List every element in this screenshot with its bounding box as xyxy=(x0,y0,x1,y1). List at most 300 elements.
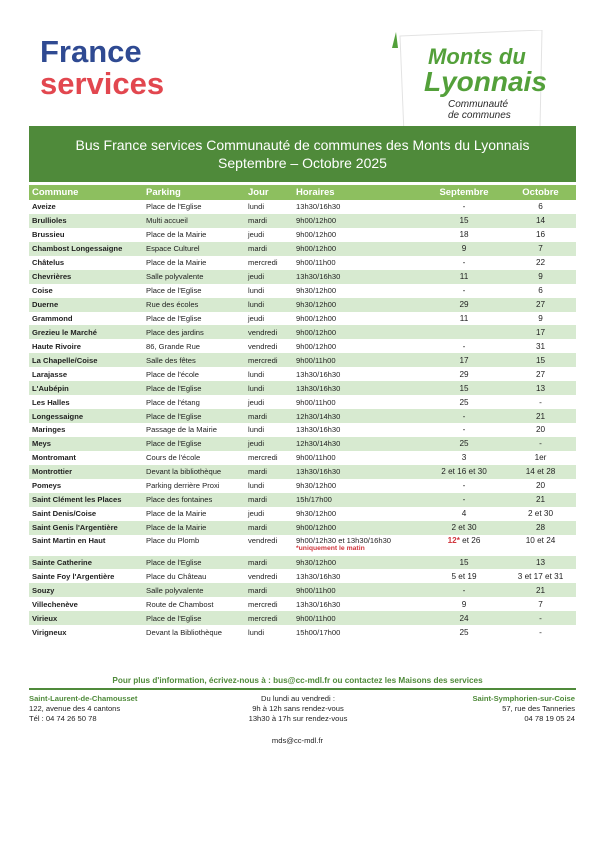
cell-commune-text: Souzy xyxy=(32,585,55,595)
cell-parking xyxy=(143,381,245,395)
cell-septembre xyxy=(423,465,505,479)
cell-octobre-text: 31 xyxy=(535,341,546,351)
cell-septembre xyxy=(423,611,505,625)
cell-parking xyxy=(143,569,245,583)
cell-jour xyxy=(245,312,293,326)
table-row xyxy=(29,381,576,395)
cell-jour xyxy=(245,284,293,298)
cell-jour-text: mardi xyxy=(248,523,267,533)
cell-parking xyxy=(143,284,245,298)
cell-septembre-text: 29 xyxy=(459,300,469,310)
cell-septembre-text: - xyxy=(462,481,466,491)
cell-horaires-text: 9h00/11h00 xyxy=(296,453,336,463)
cell-parking-text: Place de l'Eglise xyxy=(146,613,202,623)
cell-horaires-text: 15h/17h00 xyxy=(296,495,332,505)
cell-jour-text: lundi xyxy=(248,286,265,296)
cell-octobre xyxy=(505,228,576,242)
cell-horaires-text: 13h30/16h30 xyxy=(296,571,341,581)
cell-parking xyxy=(143,479,245,493)
cell-octobre xyxy=(505,200,576,214)
cell-commune-text: Chevrières xyxy=(32,272,72,282)
cell-commune xyxy=(29,339,143,353)
cell-octobre-text: 10 et 24 xyxy=(525,535,556,545)
cell-octobre-text: 16 xyxy=(535,230,546,240)
cell-parking xyxy=(143,493,245,507)
cell-octobre-text: 6 xyxy=(538,202,543,212)
page-title xyxy=(29,126,576,182)
cell-octobre-text: 22 xyxy=(535,258,546,268)
cell-octobre-text: 7 xyxy=(538,599,543,609)
cell-septembre-text: 17 xyxy=(459,355,469,365)
cell-horaires xyxy=(293,583,423,597)
cell-commune-text: Sainte Foy l'Argentière xyxy=(32,571,115,581)
cell-septembre xyxy=(423,256,505,270)
cell-jour xyxy=(245,451,293,465)
cell-horaires-text: 9h00/12h00 xyxy=(296,523,337,533)
cell-commune xyxy=(29,535,143,556)
cell-horaires-text: 9h00/12h00 xyxy=(296,216,337,226)
cell-septembre-text: 9 xyxy=(461,244,467,254)
cell-jour-text: vendredi xyxy=(248,327,278,337)
cell-parking xyxy=(143,409,245,423)
cell-parking xyxy=(143,465,245,479)
cell-septembre-text: - xyxy=(462,258,466,268)
table-row xyxy=(29,367,576,381)
cell-horaires xyxy=(293,493,423,507)
cell-parking-text: Place de la Mairie xyxy=(146,258,207,268)
cell-septembre-text: 5 et 19 xyxy=(451,571,477,581)
table-row xyxy=(29,256,576,270)
cell-jour-text: jeudi xyxy=(248,509,265,519)
cell-septembre xyxy=(423,535,505,556)
cell-horaires xyxy=(293,284,423,298)
cell-commune-text: Villechenève xyxy=(32,599,78,609)
cell-horaires-text: 12h30/14h30 xyxy=(296,411,341,421)
cell-commune xyxy=(29,597,143,611)
address-left-line1: 122, avenue des 4 cantons xyxy=(29,704,121,713)
cell-parking xyxy=(143,228,245,242)
cell-octobre-text: 13 xyxy=(535,383,546,393)
cell-commune-text: Châtelus xyxy=(32,258,65,268)
cell-septembre-text: 29 xyxy=(459,369,469,379)
table-row xyxy=(29,451,576,465)
table-row xyxy=(29,583,576,597)
table-row xyxy=(29,409,576,423)
table-row xyxy=(29,284,576,298)
cell-commune-text: Brussieu xyxy=(32,230,65,240)
cell-octobre-text: 20 xyxy=(535,481,546,491)
cell-horaires-text: 13h30/16h30 xyxy=(296,599,341,609)
cell-octobre xyxy=(505,583,576,597)
cell-octobre-text: - xyxy=(539,613,542,623)
cell-horaires xyxy=(293,625,423,639)
address-right-line1: 57, rue des Tanneries xyxy=(502,704,575,713)
table-row xyxy=(29,242,576,256)
cell-commune xyxy=(29,409,143,423)
table-row xyxy=(29,597,576,611)
cell-octobre-text: 14 et 28 xyxy=(525,467,556,477)
cell-commune xyxy=(29,437,143,451)
cell-commune-text: Montromant xyxy=(32,453,76,463)
cell-octobre xyxy=(505,625,576,639)
cell-commune xyxy=(29,325,143,339)
cell-octobre xyxy=(505,465,576,479)
schedule-table xyxy=(29,185,576,639)
cell-commune xyxy=(29,256,143,270)
france-services-logo xyxy=(40,36,164,100)
cell-septembre-text: 18 xyxy=(459,230,469,240)
cell-horaires-text: 13h30/16h30 xyxy=(296,272,341,282)
cell-horaires-text: 13h30/16h30 xyxy=(296,467,341,477)
cell-parking xyxy=(143,521,245,535)
cell-octobre xyxy=(505,507,576,521)
cell-jour-text: lundi xyxy=(248,369,265,379)
title-line2: Septembre – Octobre 2025 xyxy=(218,155,387,171)
table-row xyxy=(29,437,576,451)
cell-commune-text: Saint Genis l'Argentière xyxy=(32,523,118,533)
cell-commune-text: Saint Martin en Haut xyxy=(32,535,106,545)
footer-divider xyxy=(29,688,576,690)
cell-septembre xyxy=(423,367,505,381)
cell-septembre-text: - xyxy=(462,202,466,212)
cell-commune-text: Aveize xyxy=(32,202,56,212)
cell-commune xyxy=(29,284,143,298)
cell-commune-text: Les Halles xyxy=(32,397,70,407)
cell-commune xyxy=(29,451,143,465)
cell-septembre-text: 25 xyxy=(459,627,469,637)
cell-horaires xyxy=(293,381,423,395)
cell-horaires-text: 9h00/12h30 et 13h30/16h30 xyxy=(296,535,392,545)
cell-septembre xyxy=(423,521,505,535)
cell-jour-text: jeudi xyxy=(248,230,265,240)
logo-mdl-line3: Communauté xyxy=(448,99,509,110)
cell-septembre-text: 25 xyxy=(459,397,469,407)
cell-jour-text: mardi xyxy=(248,411,267,421)
cell-septembre-text: 2 et 16 et 30 xyxy=(441,467,487,477)
table-row xyxy=(29,395,576,409)
cell-commune xyxy=(29,611,143,625)
cell-octobre-text: 15 xyxy=(535,355,546,365)
cell-jour-text: lundi xyxy=(248,481,265,491)
cell-parking xyxy=(143,270,245,284)
cell-commune xyxy=(29,381,143,395)
cell-horaires xyxy=(293,409,423,423)
table-row xyxy=(29,507,576,521)
cell-septembre-text: - xyxy=(462,411,466,421)
table-row xyxy=(29,228,576,242)
table-row xyxy=(29,339,576,353)
col-header-octobre: Octobre xyxy=(505,185,576,200)
cell-septembre xyxy=(423,214,505,228)
cell-octobre-text: 27 xyxy=(535,300,546,310)
cell-octobre xyxy=(505,556,576,570)
cell-horaires xyxy=(293,256,423,270)
cell-jour-text: vendredi xyxy=(248,571,278,581)
cell-septembre xyxy=(423,569,505,583)
cell-horaires-text: 9h30/12h00 xyxy=(296,481,337,491)
table-row xyxy=(29,325,576,339)
cell-horaires-text: 9h00/11h00 xyxy=(296,585,336,595)
cell-septembre-text: - xyxy=(462,495,466,505)
cell-horaires-text: 13h30/16h30 xyxy=(296,383,341,393)
cell-octobre-text: 21 xyxy=(535,495,546,505)
cell-octobre-text: 2 et 30 xyxy=(527,509,554,519)
hours-line3: 13h30 à 17h sur rendez-vous xyxy=(248,714,348,723)
cell-parking xyxy=(143,312,245,326)
cell-octobre xyxy=(505,493,576,507)
cell-septembre xyxy=(423,437,505,451)
cell-octobre xyxy=(505,312,576,326)
cell-parking-text: Multi accueil xyxy=(146,216,188,226)
cell-commune xyxy=(29,479,143,493)
cell-septembre-text: 25 xyxy=(459,439,469,449)
cell-septembre xyxy=(423,597,505,611)
cell-jour-text: mardi xyxy=(248,557,267,567)
cell-commune xyxy=(29,353,143,367)
cell-octobre xyxy=(505,381,576,395)
cell-septembre xyxy=(423,556,505,570)
cell-septembre-text: 15 xyxy=(459,216,469,226)
cell-jour-text: jeudi xyxy=(248,313,265,323)
cell-jour-text: mardi xyxy=(248,244,267,254)
cell-commune xyxy=(29,583,143,597)
cell-commune-text: Longessaigne xyxy=(32,411,84,421)
table-row xyxy=(29,625,576,639)
cell-septembre-text: 4 xyxy=(461,509,467,519)
cell-horaires-text: 9h30/12h00 xyxy=(296,286,337,296)
cell-septembre xyxy=(423,479,505,493)
cell-commune-text: Meys xyxy=(32,439,51,449)
cell-septembre-text: 2 et 30 xyxy=(451,523,477,533)
cell-parking-text: Salle polyvalente xyxy=(146,585,204,595)
cell-horaires-text: 9h30/12h00 xyxy=(296,300,337,310)
cell-commune-text: Coise xyxy=(32,286,53,296)
table-row xyxy=(29,298,576,312)
table-row xyxy=(29,270,576,284)
cell-jour-text: mercredi xyxy=(248,613,278,623)
cell-horaires xyxy=(293,535,423,556)
address-left-title: Saint-Laurent-de-Chamousset xyxy=(29,694,138,703)
cell-parking-text: Place de la Mairie xyxy=(146,230,207,240)
cell-commune-text: Grammond xyxy=(32,313,73,323)
cell-parking xyxy=(143,535,245,556)
cell-horaires xyxy=(293,451,423,465)
cell-commune xyxy=(29,367,143,381)
col-header-parking: Parking xyxy=(143,185,245,200)
cell-parking-text: Place de la Mairie xyxy=(146,509,207,519)
cell-horaires xyxy=(293,597,423,611)
table-row xyxy=(29,611,576,625)
cell-commune xyxy=(29,507,143,521)
cell-octobre xyxy=(505,298,576,312)
cell-septembre-text: 9 xyxy=(461,599,467,609)
cell-jour xyxy=(245,228,293,242)
cell-jour-text: mardi xyxy=(248,467,267,477)
cell-horaires xyxy=(293,507,423,521)
cell-septembre xyxy=(423,353,505,367)
cell-octobre xyxy=(505,270,576,284)
table-row xyxy=(29,556,576,570)
cell-octobre-text: 9 xyxy=(538,313,543,323)
cell-commune-text: Virigneux xyxy=(32,627,67,637)
cell-parking-text: Place de l'école xyxy=(146,369,199,379)
cell-octobre-text: - xyxy=(539,627,542,637)
cell-jour xyxy=(245,465,293,479)
cell-parking-text: Salle des fêtes xyxy=(146,355,196,365)
cell-septembre-text: 15 xyxy=(459,557,469,567)
cell-commune-text: L'Aubépin xyxy=(32,383,69,393)
cell-jour-text: mardi xyxy=(248,216,267,226)
cell-commune xyxy=(29,395,143,409)
cell-horaires xyxy=(293,395,423,409)
cell-jour-text: lundi xyxy=(248,202,265,212)
cell-commune-text: Montrottier xyxy=(32,467,73,477)
contact-email: mds@cc-mdl.fr xyxy=(271,736,324,745)
cell-octobre-text: 3 et 17 et 31 xyxy=(517,571,564,581)
cell-jour-text: jeudi xyxy=(248,397,265,407)
cell-parking xyxy=(143,583,245,597)
cell-jour-text: lundi xyxy=(248,300,265,310)
cell-parking xyxy=(143,395,245,409)
cell-commune-text: Saint Clément les Places xyxy=(32,495,122,505)
cell-septembre-text: - xyxy=(462,585,466,595)
cell-jour xyxy=(245,569,293,583)
cell-septembre xyxy=(423,381,505,395)
cell-jour xyxy=(245,597,293,611)
cell-jour-text: vendredi xyxy=(248,341,278,351)
table-row xyxy=(29,493,576,507)
table-row xyxy=(29,423,576,437)
cell-parking-text: Devant la bibliothèque xyxy=(146,467,222,477)
cell-horaires-text: 9h00/11h00 xyxy=(296,355,336,365)
cell-septembre xyxy=(423,312,505,326)
cell-jour-text: lundi xyxy=(248,425,265,435)
cell-octobre xyxy=(505,395,576,409)
cell-octobre-text: 21 xyxy=(535,411,546,421)
cell-commune-text: Sainte Catherine xyxy=(32,557,92,567)
cell-horaires xyxy=(293,437,423,451)
cell-horaires xyxy=(293,423,423,437)
cell-horaires-text: 13h30/16h30 xyxy=(296,425,341,435)
cell-parking-text: Place de l'Eglise xyxy=(146,202,202,212)
cell-parking-text: Place des fontaines xyxy=(146,495,213,505)
cell-horaires-text: 13h30/16h30 xyxy=(296,202,341,212)
cell-octobre xyxy=(505,423,576,437)
cell-octobre xyxy=(505,284,576,298)
cell-parking-text: Place des jardins xyxy=(146,327,204,337)
cell-septembre xyxy=(423,284,505,298)
cell-parking xyxy=(143,507,245,521)
starred-date: 12* xyxy=(447,535,460,545)
cell-commune xyxy=(29,465,143,479)
cell-septembre xyxy=(423,409,505,423)
cell-octobre xyxy=(505,409,576,423)
monts-du-lyonnais-logo xyxy=(392,30,552,134)
cell-commune xyxy=(29,242,143,256)
cell-parking xyxy=(143,451,245,465)
cell-septembre xyxy=(423,298,505,312)
title-line1: Bus France services Communauté de communes des Monts du Lyonnais xyxy=(75,137,530,153)
cell-octobre xyxy=(505,521,576,535)
cell-septembre-text: 24 xyxy=(459,613,469,623)
cell-parking xyxy=(143,625,245,639)
cell-horaires-text: 12h30/14h30 xyxy=(296,439,341,449)
cell-jour-text: mercredi xyxy=(248,258,278,268)
cell-octobre-text: 14 xyxy=(535,216,546,226)
cell-commune xyxy=(29,270,143,284)
cell-commune xyxy=(29,521,143,535)
cell-octobre-text: 6 xyxy=(538,286,543,296)
col-header-commune: Commune xyxy=(29,185,143,200)
logo-line-services: services xyxy=(40,66,165,101)
cell-parking xyxy=(143,437,245,451)
address-left-line2: Tél : 04 74 26 50 78 xyxy=(29,714,97,723)
cell-jour xyxy=(245,583,293,597)
cell-jour-text: mardi xyxy=(248,585,267,595)
cell-octobre-text: 17 xyxy=(535,327,546,337)
cell-jour-text: vendredi xyxy=(248,535,278,545)
cell-parking-text: Passage de la Mairie xyxy=(146,425,217,435)
cell-jour xyxy=(245,437,293,451)
cell-octobre xyxy=(505,611,576,625)
cell-parking xyxy=(143,214,245,228)
cell-parking-text: Place du Château xyxy=(146,571,207,581)
cell-horaires xyxy=(293,200,423,214)
info-line: Pour plus d'information, écrivez-nous à : bus@cc-mdl.fr ou contactez les Maisons des services xyxy=(112,676,483,685)
cell-horaires xyxy=(293,465,423,479)
hours-line2: 9h à 12h sans rendez-vous xyxy=(252,704,344,713)
cell-parking-text: Place de l'étang xyxy=(146,397,200,407)
cell-septembre xyxy=(423,325,505,339)
cell-octobre-text: 1er xyxy=(534,453,547,463)
cell-septembre xyxy=(423,200,505,214)
cell-octobre xyxy=(505,535,576,556)
table-row xyxy=(29,200,576,214)
cell-jour-text: jeudi xyxy=(248,439,265,449)
cell-septembre xyxy=(423,625,505,639)
cell-commune xyxy=(29,493,143,507)
cell-parking-text: Salle polyvalente xyxy=(146,272,204,282)
cell-jour xyxy=(245,214,293,228)
cell-septembre-text: 11 xyxy=(459,272,469,282)
cell-septembre-text: - xyxy=(462,425,466,435)
cell-septembre-text: - xyxy=(462,341,466,351)
cell-horaires xyxy=(293,367,423,381)
cell-jour xyxy=(245,353,293,367)
cell-parking xyxy=(143,256,245,270)
cell-parking-text: Parking derrière Proxi xyxy=(146,481,220,491)
cell-horaires xyxy=(293,214,423,228)
cell-parking xyxy=(143,325,245,339)
cell-horaires-text: 9h00/12h00 xyxy=(296,230,337,240)
cell-octobre xyxy=(505,242,576,256)
cell-horaires xyxy=(293,521,423,535)
cell-horaires-text: 9h00/11h00 xyxy=(296,613,336,623)
cell-septembre-text: 12* et 26 xyxy=(447,535,481,545)
cell-commune xyxy=(29,200,143,214)
address-right-title: Saint-Symphorien-sur-Coise xyxy=(472,694,575,703)
cell-octobre-text: - xyxy=(539,439,542,449)
cell-octobre xyxy=(505,569,576,583)
cell-commune-text: Chambost Longessaigne xyxy=(32,244,123,254)
cell-septembre-text: 15 xyxy=(459,383,469,393)
logo-mdl-line4: de communes xyxy=(448,110,511,121)
cell-parking xyxy=(143,298,245,312)
cell-jour xyxy=(245,409,293,423)
cell-septembre xyxy=(423,270,505,284)
address-left xyxy=(29,694,137,724)
cell-jour xyxy=(245,625,293,639)
